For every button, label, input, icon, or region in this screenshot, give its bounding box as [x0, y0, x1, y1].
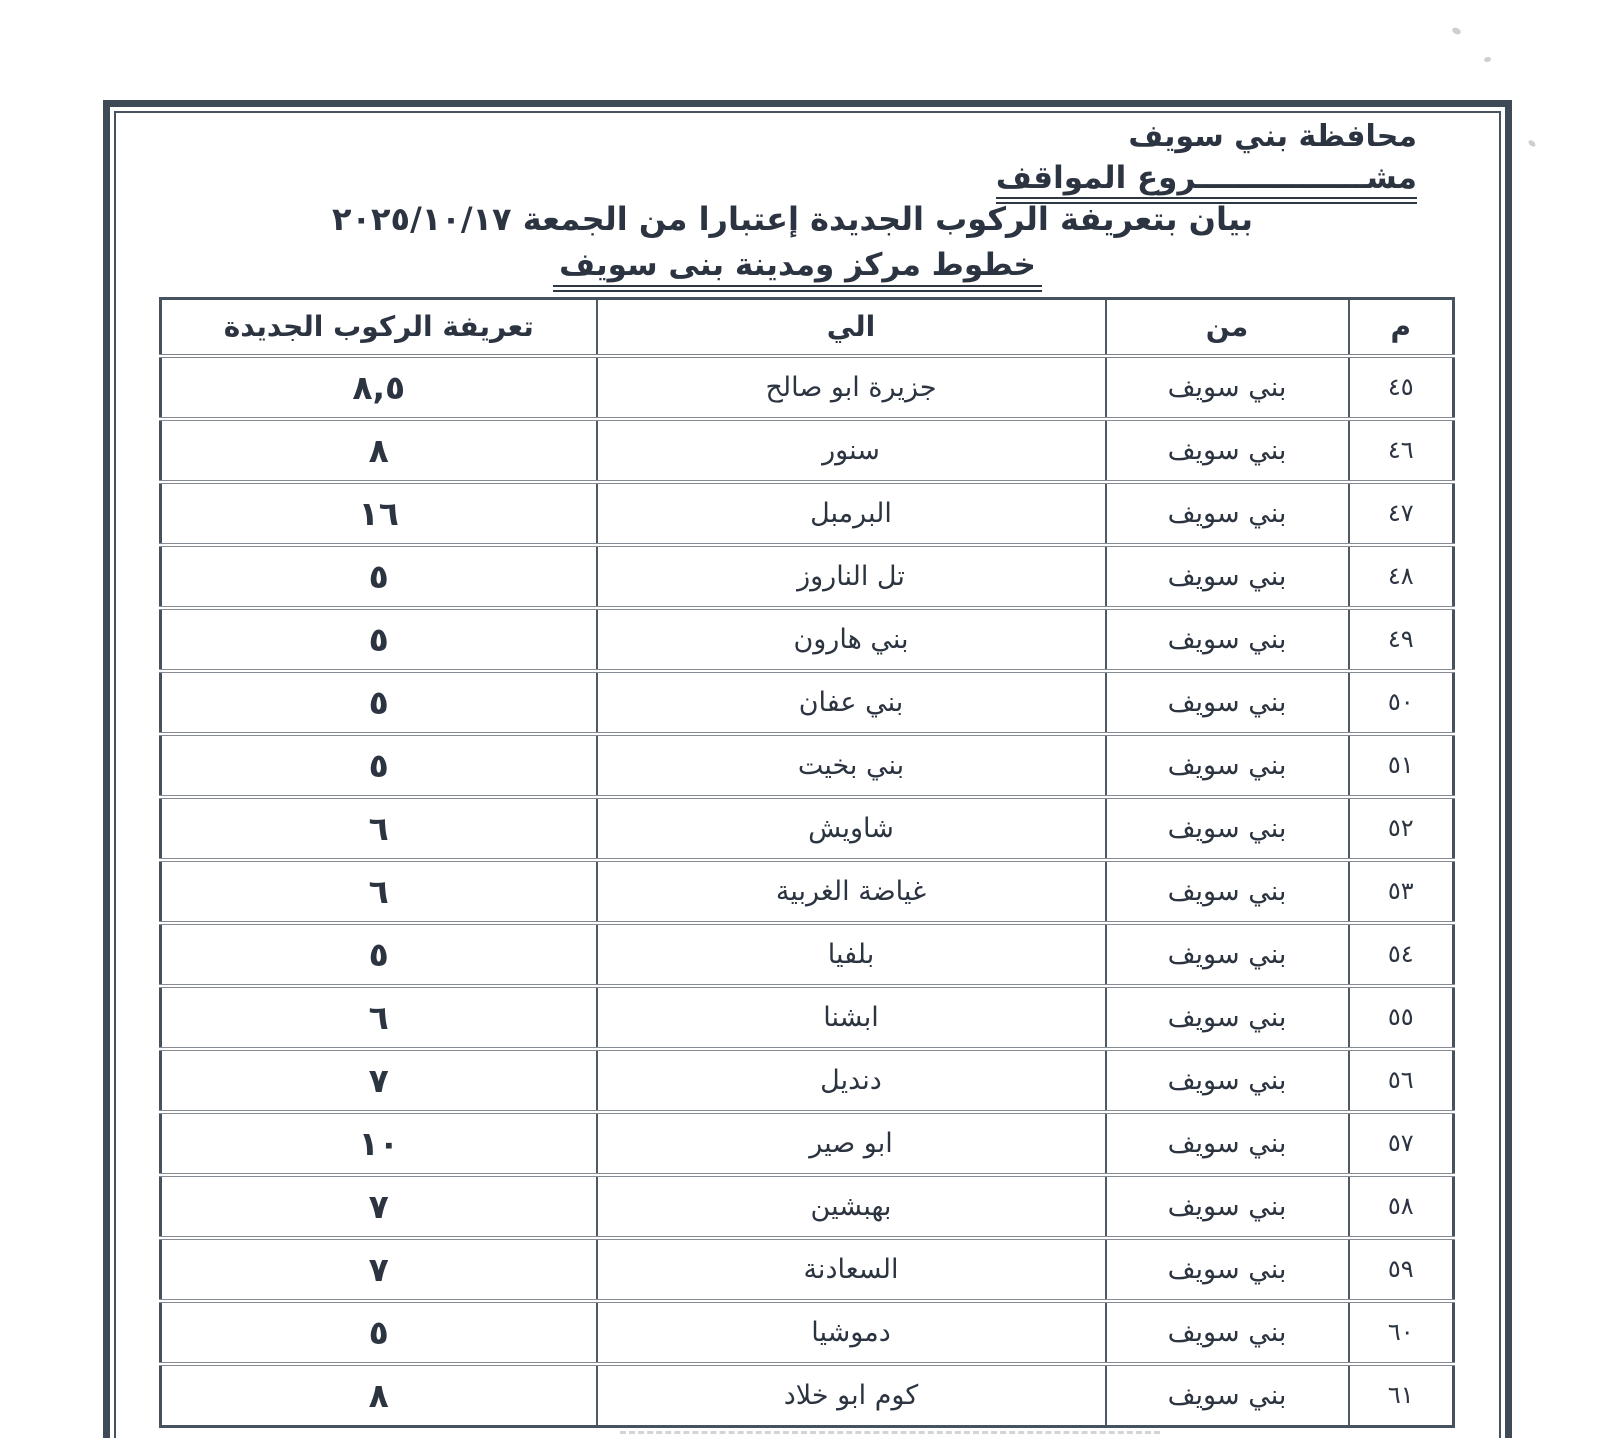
- row-from: بني سويف: [1106, 1175, 1349, 1238]
- row-from: بني سويف: [1106, 608, 1349, 671]
- row-from: بني سويف: [1106, 797, 1349, 860]
- row-serial: ٥٧: [1349, 1112, 1454, 1175]
- scan-speck: [1483, 56, 1491, 63]
- row-serial: ٥١: [1349, 734, 1454, 797]
- row-serial: ٥٩: [1349, 1238, 1454, 1301]
- row-destination: ابو صير: [597, 1112, 1106, 1175]
- row-fare: ٥: [161, 734, 597, 797]
- row-fare: ٦: [161, 986, 597, 1049]
- row-fare: ٦: [161, 860, 597, 923]
- column-header-to: الي: [597, 299, 1106, 356]
- row-from: بني سويف: [1106, 1238, 1349, 1301]
- row-from: بني سويف: [1106, 734, 1349, 797]
- row-destination: شاويش: [597, 797, 1106, 860]
- row-from: بني سويف: [1106, 356, 1349, 419]
- row-fare: ٦: [161, 797, 597, 860]
- row-fare: ٧: [161, 1049, 597, 1112]
- row-fare: ٨,٥: [161, 356, 597, 419]
- governorate-name: محافظة بني سويف: [1128, 119, 1417, 154]
- row-destination: بلفيا: [597, 923, 1106, 986]
- row-from: بني سويف: [1106, 986, 1349, 1049]
- lines-subtitle: خطوط مركز ومدينة بنى سويف: [553, 247, 1042, 292]
- row-fare: ١٠: [161, 1112, 597, 1175]
- header-row: [161, 299, 1454, 356]
- fare-table: [159, 297, 1455, 1428]
- table-row: [161, 1238, 1454, 1301]
- table-row: [161, 545, 1454, 608]
- table-row: [161, 923, 1454, 986]
- table-row: [161, 482, 1454, 545]
- row-serial: ٥٤: [1349, 923, 1454, 986]
- table-row: [161, 797, 1454, 860]
- row-destination: بني هارون: [597, 608, 1106, 671]
- lines-subtitle-wrap: [110, 247, 1505, 292]
- row-from: بني سويف: [1106, 923, 1349, 986]
- row-serial: ٦٠: [1349, 1301, 1454, 1364]
- row-fare: ٥: [161, 1301, 597, 1364]
- table-row: [161, 356, 1454, 419]
- row-from: بني سويف: [1106, 545, 1349, 608]
- column-header-from: من: [1106, 299, 1349, 356]
- row-fare: ١٦: [161, 482, 597, 545]
- row-fare: ٥: [161, 545, 597, 608]
- row-fare: ٨: [161, 419, 597, 482]
- row-serial: ٥٢: [1349, 797, 1454, 860]
- table-row: [161, 1049, 1454, 1112]
- row-from: بني سويف: [1106, 419, 1349, 482]
- row-from: بني سويف: [1106, 482, 1349, 545]
- column-header-fare: تعريفة الركوب الجديدة: [161, 299, 597, 356]
- table-row: [161, 860, 1454, 923]
- row-serial: ٥٠: [1349, 671, 1454, 734]
- row-from: بني سويف: [1106, 671, 1349, 734]
- row-from: بني سويف: [1106, 860, 1349, 923]
- row-from: بني سويف: [1106, 1112, 1349, 1175]
- table-row: [161, 608, 1454, 671]
- row-destination: دموشيا: [597, 1301, 1106, 1364]
- table-row: [161, 1301, 1454, 1364]
- row-destination: سنور: [597, 419, 1106, 482]
- table-row: [161, 1175, 1454, 1238]
- row-serial: ٤٩: [1349, 608, 1454, 671]
- row-serial: ٤٦: [1349, 419, 1454, 482]
- scan-speck: [1451, 26, 1462, 35]
- row-destination: بني عفان: [597, 671, 1106, 734]
- row-destination: دنديل: [597, 1049, 1106, 1112]
- row-destination: تل الناروز: [597, 545, 1106, 608]
- row-serial: ٤٥: [1349, 356, 1454, 419]
- row-serial: ٤٨: [1349, 545, 1454, 608]
- table-row: [161, 1112, 1454, 1175]
- cut-off-scan-line: [620, 1431, 1160, 1434]
- row-fare: ٥: [161, 608, 597, 671]
- row-serial: ٤٧: [1349, 482, 1454, 545]
- row-destination: ابشنا: [597, 986, 1106, 1049]
- row-destination: السعادنة: [597, 1238, 1106, 1301]
- row-fare: ٧: [161, 1238, 597, 1301]
- row-serial: ٥٦: [1349, 1049, 1454, 1112]
- page-border-frame: [103, 100, 1512, 1438]
- row-fare: ٥: [161, 671, 597, 734]
- table-row: [161, 734, 1454, 797]
- row-from: بني سويف: [1106, 1049, 1349, 1112]
- row-destination: بهبشين: [597, 1175, 1106, 1238]
- row-destination: بني بخيت: [597, 734, 1106, 797]
- project-name: مشــــــــــــــــروع المواقف: [996, 160, 1417, 204]
- row-destination: البرمبل: [597, 482, 1106, 545]
- row-destination: جزيرة ابو صالح: [597, 356, 1106, 419]
- column-header-serial: م: [1349, 299, 1454, 356]
- row-destination: كوم ابو خلاد: [597, 1364, 1106, 1427]
- table-row: [161, 419, 1454, 482]
- table-row: [161, 671, 1454, 734]
- row-fare: ٨: [161, 1364, 597, 1427]
- row-destination: غياضة الغربية: [597, 860, 1106, 923]
- row-from: بني سويف: [1106, 1364, 1349, 1427]
- row-serial: ٦١: [1349, 1364, 1454, 1427]
- fare-table-header: [161, 299, 1454, 356]
- table-row: [161, 1364, 1454, 1427]
- statement-title: بيان بتعريفة الركوب الجديدة إعتبارا من الجمعة ٢٠٢٥/١٠/١٧: [331, 200, 1254, 238]
- fare-table-body: [161, 356, 1454, 1427]
- row-fare: ٥: [161, 923, 597, 986]
- table-row: [161, 986, 1454, 1049]
- row-serial: ٥٣: [1349, 860, 1454, 923]
- scan-speck: [1527, 139, 1536, 148]
- row-from: بني سويف: [1106, 1301, 1349, 1364]
- row-serial: ٥٨: [1349, 1175, 1454, 1238]
- row-fare: ٧: [161, 1175, 597, 1238]
- row-serial: ٥٥: [1349, 986, 1454, 1049]
